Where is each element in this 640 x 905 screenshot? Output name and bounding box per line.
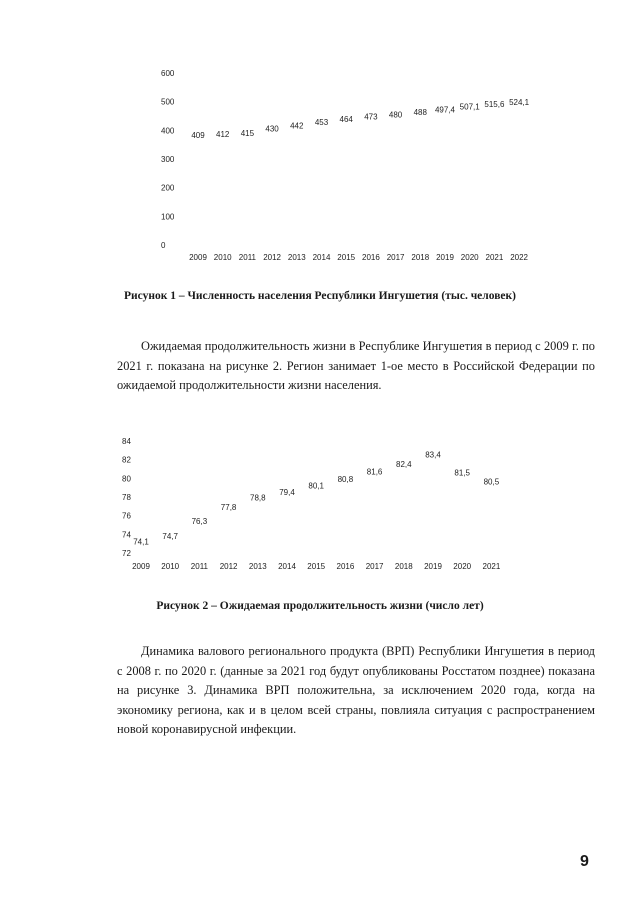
x-tick-label: 2011	[190, 562, 209, 571]
page-number: 9	[580, 853, 589, 870]
data-label: 80,8	[337, 474, 354, 484]
y-tick-label: 600	[161, 69, 175, 78]
data-label: 473	[364, 112, 378, 122]
y-tick-label: 0	[161, 241, 166, 250]
data-label: 412	[216, 129, 230, 139]
y-tick-label: 400	[161, 126, 175, 136]
data-label: 81,6	[366, 467, 383, 477]
x-tick-label: 2020	[453, 562, 472, 571]
paragraph-grp: Динамика валового регионального продукта (ВРП) Республики Ингушетия в период с 2008 г. по 2020 г. (данные за 2021 год будут опубликованы Росстатом позднее) показана на рисунке 3. Динамика ВРП положительна, за исключением 2020 года, когда на экономику региона, как и в целом всей страны, повлияла ситуация с распространением новой коронавирусной инфекции.	[117, 644, 595, 736]
x-tick-label: 2017	[365, 562, 384, 571]
y-tick-label: 78	[122, 493, 131, 502]
data-label: 80,5	[483, 477, 500, 487]
x-tick-label: 2021	[485, 253, 504, 262]
x-tick-label: 2017	[386, 253, 405, 262]
y-tick-label: 80	[122, 474, 131, 484]
y-tick-label: 72	[122, 549, 131, 558]
data-label: 81,5	[454, 468, 470, 478]
data-label: 488	[413, 108, 427, 118]
x-tick-label: 2009	[132, 562, 150, 571]
x-tick-label: 2022	[510, 253, 528, 262]
x-tick-label: 2013	[287, 253, 306, 262]
x-tick-label: 2016	[336, 562, 355, 571]
data-label: 83,4	[425, 450, 441, 460]
x-tick-label: 2010	[161, 562, 180, 571]
x-tick-label: 2020	[460, 253, 479, 262]
x-tick-label: 2012	[219, 562, 238, 571]
paragraph-life-expectancy: Ожидаемая продолжительность жизни в Республике Ингушетия в период с 2009 г. по 2021 г. показана на рисунке 2. Регион занимает 1-ое место в Российской Федерации по ожидаемой продолжительности жизни населения.	[117, 339, 595, 392]
x-tick-label: 2014	[312, 253, 331, 262]
x-tick-label: 2015	[337, 253, 356, 262]
data-label: 74,1	[133, 537, 149, 547]
y-tick-label: 500	[161, 97, 175, 107]
x-tick-label: 2012	[263, 253, 281, 262]
x-tick-label: 2015	[307, 562, 326, 571]
x-tick-label: 2019	[424, 562, 442, 571]
figure-2-caption: Рисунок 2 – Ожидаемая продолжительность жизни (число лет)	[156, 600, 484, 612]
data-label: 409	[191, 130, 205, 140]
data-label: 480	[388, 110, 403, 120]
x-tick-label: 2018	[394, 562, 413, 571]
x-tick-label: 2009	[189, 253, 207, 262]
y-tick-label: 76	[122, 511, 131, 521]
data-label: 497,4	[434, 105, 456, 115]
x-tick-label: 2013	[248, 562, 267, 571]
data-label: 79,4	[279, 487, 295, 497]
data-label: 464	[339, 114, 353, 124]
data-label: 507,1	[459, 102, 480, 112]
y-tick-label: 74	[122, 530, 131, 540]
x-tick-label: 2016	[362, 253, 380, 262]
x-tick-label: 2014	[278, 562, 296, 571]
data-label: 82,4	[396, 459, 412, 469]
data-label: 453	[314, 118, 329, 128]
data-label: 74,7	[162, 531, 178, 541]
data-label: 524,1	[509, 97, 530, 107]
data-label: 442	[290, 121, 304, 131]
x-tick-label: 2018	[411, 253, 430, 262]
data-label: 515,6	[484, 100, 505, 110]
data-label: 430	[265, 124, 279, 134]
data-label: 76,3	[191, 516, 208, 526]
y-tick-label: 84	[122, 437, 131, 446]
figure-1-caption: Рисунок 1 – Численность населения Республики Ингушетия (тыс. человек)	[124, 290, 516, 302]
y-tick-label: 200	[161, 183, 175, 193]
data-label: 78,8	[250, 493, 266, 503]
y-tick-label: 100	[161, 212, 175, 222]
x-tick-label: 2011	[238, 253, 257, 262]
y-tick-label: 82	[122, 455, 131, 465]
x-tick-label: 2010	[213, 253, 232, 262]
data-label: 80,1	[308, 481, 324, 491]
data-label: 415	[240, 129, 255, 139]
y-tick-label: 300	[161, 155, 175, 164]
x-tick-label: 2021	[482, 562, 501, 571]
data-label: 77,8	[220, 502, 237, 512]
x-tick-label: 2019	[436, 253, 454, 262]
